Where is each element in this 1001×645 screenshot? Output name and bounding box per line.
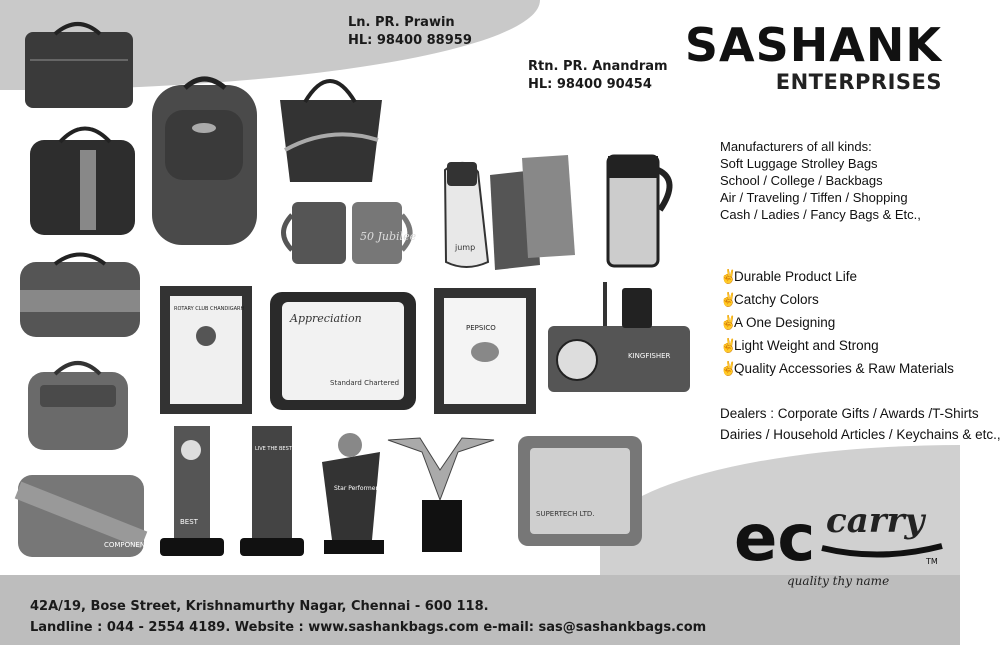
victory-hand-icon: ✌ — [720, 269, 737, 284]
dealers-line: Dealers : Corporate Gifts / Awards /T-Shirts — [720, 406, 979, 421]
supertech-tray-image — [518, 436, 642, 546]
mug-label: 50 Jubilee — [360, 230, 417, 243]
trophy3-label: Star Performer — [334, 485, 378, 492]
tray-label: SUPERTECH LTD. — [536, 510, 595, 518]
feature-item: ✌A One Designing — [720, 311, 954, 334]
feature-item: ✌Catchy Colors — [720, 288, 954, 311]
bag-label: COMPONENTS — [104, 541, 154, 549]
logo-carry: carry — [826, 501, 925, 541]
manufacturing-list — [720, 138, 945, 223]
feature-item: ✌Durable Product Life — [720, 265, 954, 288]
contact-phone: HL: 98400 90454 — [528, 77, 652, 92]
dealers-text — [720, 403, 1001, 445]
brand-name: SASHANK — [684, 18, 942, 72]
mfg-line: Manufacturers of all kinds: — [720, 139, 872, 154]
flask-label: jump — [455, 243, 476, 252]
duffel-bag-image — [30, 129, 135, 236]
cup-trophy-image — [388, 438, 494, 552]
dealers-line: Dairies / Household Articles / Keychains & etc., — [720, 427, 1001, 442]
mfg-line: School / College / Backbags — [720, 173, 883, 188]
mfg-line: Air / Traveling / Tiffen / Shopping — [720, 190, 908, 205]
trophy1-label: BEST — [180, 518, 198, 526]
laptop-bag-image — [25, 24, 133, 108]
flasks-image — [445, 155, 670, 270]
plaque2-org: Standard Chartered — [330, 379, 400, 387]
address-line: 42A/19, Bose Street, Krishnamurthy Nagar, Chennai - 600 118. — [30, 599, 489, 614]
contact-name: Ln. PR. Prawin — [348, 15, 455, 30]
travel-bag-image — [20, 255, 140, 338]
clock-brand: KINGFISHER — [628, 352, 671, 360]
logo-tm: TM — [926, 557, 938, 566]
office-bag-image — [28, 363, 128, 450]
plaque2-title: Appreciation — [290, 312, 362, 325]
desk-clock-image — [548, 282, 690, 392]
clock-trophy-image — [160, 426, 224, 556]
pepsico-plaque-image — [434, 288, 536, 414]
tote-bag-image — [280, 81, 382, 182]
victory-hand-icon: ✌ — [720, 315, 737, 330]
contact-name: Rtn. PR. Anandram — [528, 59, 668, 74]
contact-line: Landline : 044 - 2554 4189. Website : www.sashankbags.com e-mail: sas@sashankbags.com — [30, 620, 707, 635]
contact-prawin — [348, 14, 472, 50]
plaque1-title: ROTARY CLUB CHANDIGARH — [174, 306, 245, 312]
mfg-line: Cash / Ladies / Fancy Bags & Etc., — [720, 207, 921, 222]
brand-subtitle: ENTERPRISES — [775, 70, 942, 94]
plaque3-org: PEPSICO — [466, 324, 496, 332]
rotary-plaque-image — [160, 286, 252, 414]
contact-phone: HL: 98400 88959 — [348, 33, 472, 48]
appreciation-plaque-image — [270, 292, 416, 410]
star-performer-trophy-image — [322, 433, 384, 554]
logo-swoosh — [822, 546, 942, 555]
feature-item: ✌Light Weight and Strong — [720, 334, 954, 357]
mfg-line: Soft Luggage Strolley Bags — [720, 156, 878, 171]
features-list — [720, 265, 954, 380]
feature-item: ✌Quality Accessories & Raw Materials — [720, 357, 954, 380]
victory-hand-icon: ✌ — [720, 338, 737, 353]
backpack-image — [152, 79, 257, 245]
live-the-best-trophy-image — [240, 426, 304, 556]
components-bag-image — [18, 475, 154, 557]
brand-block — [684, 18, 942, 94]
contact-anandram — [528, 58, 668, 94]
logo-ec: ec — [734, 502, 816, 576]
victory-hand-icon: ✌ — [720, 361, 737, 376]
victory-hand-icon: ✌ — [720, 292, 737, 307]
logo-tagline: quality thy name — [787, 574, 890, 588]
trophy2-label: LIVE THE BEST — [255, 446, 292, 452]
address-footer — [30, 596, 706, 638]
mugs-image — [284, 202, 417, 264]
